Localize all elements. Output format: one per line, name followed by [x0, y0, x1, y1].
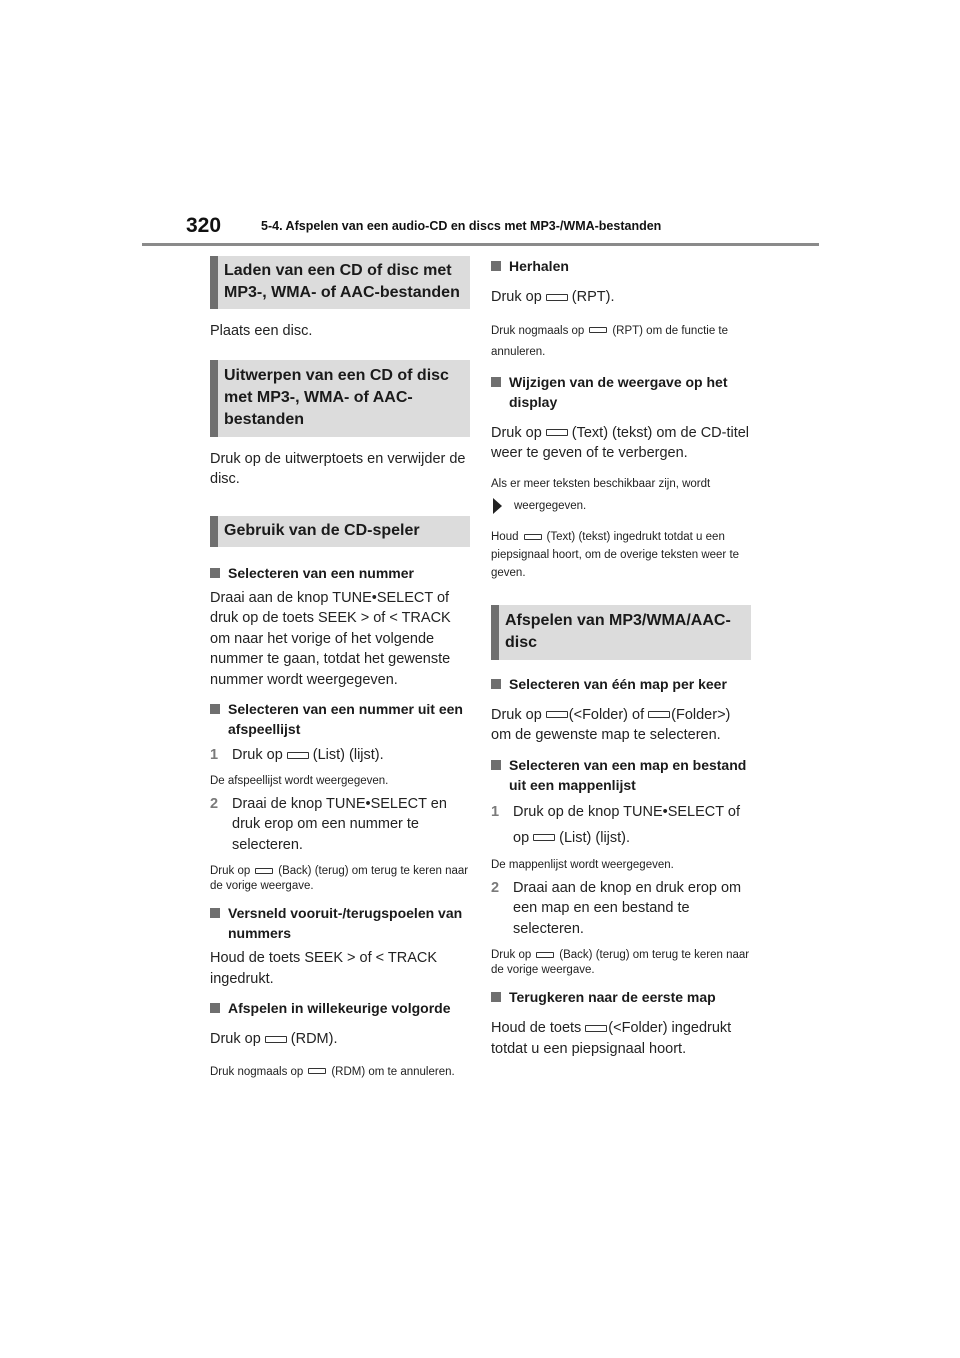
- text-fragment: (Text) (tekst) om de CD-titel weer te geven of te verbergen.: [491, 424, 750, 461]
- page-number: 320: [186, 214, 222, 237]
- note-text: [491, 528, 751, 582]
- text-fragment: Druk op: [491, 424, 542, 441]
- left-column: [210, 256, 470, 1083]
- folder-prev-button-icon: [585, 1025, 607, 1032]
- step-number: 1: [210, 747, 219, 763]
- note-fragment: weergegeven.: [514, 499, 587, 512]
- note-fragment: Druk op: [210, 865, 251, 877]
- note-fragment: (Text) (tekst) ingedrukt totdat u een piepsignaal hoort, om de overige teksten weer te geven.: [491, 530, 740, 579]
- subheading: Selecteren van een nummer: [210, 563, 470, 583]
- text-button-icon: [546, 429, 568, 436]
- step-number: 2: [210, 795, 219, 812]
- text-fragment: (Folder>) om de gewenste map te selecteren.: [491, 706, 731, 744]
- note-fragment: (Back) (terug) om terug te keren naar de vorige weergave.: [210, 865, 469, 892]
- body-text: [491, 423, 751, 464]
- rdm-button-icon: [265, 1036, 287, 1043]
- step-text: (List) (lijst).: [312, 747, 384, 763]
- body-text: [491, 1018, 751, 1059]
- note-fragment: Druk nogmaals op: [210, 1065, 304, 1078]
- list-button-icon: [533, 834, 555, 841]
- header-rule: [142, 243, 819, 246]
- note-text: De mappenlijst wordt weergegeven.: [491, 858, 674, 871]
- body-text: Houd de toets SEEK > of < TRACK ingedrukt.: [210, 950, 438, 987]
- text-fragment: (<Folder) of: [568, 706, 645, 723]
- list-button-icon: [287, 752, 309, 759]
- note-text: [210, 1062, 470, 1083]
- step-item: [210, 794, 470, 856]
- step-text: Druk op: [232, 747, 283, 763]
- text-fragment: Druk op: [491, 706, 542, 723]
- rdm-button-icon: [308, 1068, 326, 1074]
- step-text: (List) (lijst).: [559, 829, 631, 846]
- section-heading-cd-speler: Gebruik van de CD-speler: [210, 516, 470, 547]
- note-text: Als er meer teksten beschikbaar zijn, wordt: [491, 477, 711, 490]
- step-item: [491, 799, 751, 851]
- section-heading-laden: Laden van een CD of disc met MP3-, WMA- of AAC-bestanden: [210, 256, 470, 309]
- section-heading-mp3: Afspelen van MP3/WMA/AAC-disc: [491, 605, 751, 660]
- folder-prev-button-icon: [546, 711, 568, 718]
- text-fragment: (RDM).: [290, 1031, 338, 1047]
- step-item: [210, 745, 470, 766]
- arrow-right-icon: [493, 498, 502, 514]
- step-item: [491, 878, 751, 940]
- step-text: Draai aan de knop en druk erop om een map en een bestand te selecteren.: [513, 879, 742, 937]
- text-fragment: Druk op: [491, 289, 542, 305]
- note-fragment: Houd: [491, 530, 519, 543]
- body-text: Plaats een disc.: [210, 323, 313, 339]
- note-text: [491, 321, 751, 363]
- text-button-icon: [524, 534, 542, 540]
- subheading: Versneld vooruit-/terugspoelen van nummers: [210, 903, 470, 943]
- note-text: De afspeellijst wordt weergegeven.: [210, 774, 389, 787]
- note-text: [491, 498, 751, 515]
- subheading: Selecteren van een nummer uit een afspeellijst: [210, 699, 470, 739]
- note-text: [491, 948, 751, 978]
- right-column: [491, 256, 751, 1059]
- subheading: Selecteren van één map per keer: [491, 674, 751, 694]
- note-fragment: (RDM) om te annuleren.: [331, 1065, 455, 1078]
- body-text: [491, 705, 751, 746]
- subheading: Selecteren van een map en bestand uit een mappenlijst: [491, 755, 751, 795]
- note-fragment: Druk op: [491, 949, 532, 962]
- body-text: Druk op de uitwerptoets en verwijder de disc.: [210, 450, 466, 487]
- body-text: Draai aan de knop TUNE•SELECT of druk op de toets SEEK > of < TRACK om naar het vorige of het volgende nummer te gaan, totdat het gewenste nummer wordt weergegeven.: [210, 589, 451, 688]
- back-button-icon: [255, 868, 273, 874]
- text-fragment: (RPT).: [571, 289, 615, 305]
- step-text: Draai de knop TUNE•SELECT en druk erop om een nummer te selecteren.: [232, 795, 447, 853]
- step-number: 2: [491, 879, 500, 896]
- step-number: 1: [491, 803, 500, 820]
- subheading: Wijzigen van de weergave op het display: [491, 372, 751, 412]
- subheading: Afspelen in willekeurige volgorde: [210, 998, 470, 1018]
- note-text: [210, 864, 470, 894]
- chapter-title: 5-4. Afspelen van een audio-CD en discs met MP3-/WMA-bestanden: [261, 219, 662, 233]
- note-fragment: (Back) (terug) om terug te keren naar de vorige weergave.: [491, 949, 750, 977]
- step-text: Druk op de knop TUNE•SELECT of op: [513, 803, 740, 846]
- rpt-button-icon: [546, 294, 568, 301]
- note-fragment: Druk nogmaals op: [491, 324, 585, 337]
- note-fragment: (RPT) om de functie te annuleren.: [491, 324, 729, 358]
- text-fragment: Druk op: [210, 1031, 261, 1047]
- rpt-button-icon: [589, 327, 607, 333]
- body-text: [491, 287, 751, 308]
- subheading: Terugkeren naar de eerste map: [491, 987, 751, 1007]
- page-header: [0, 0, 960, 250]
- body-text: [210, 1029, 470, 1050]
- folder-next-button-icon: [648, 711, 670, 718]
- text-fragment: (<Folder) ingedrukt totdat u een piepsignaal hoort.: [491, 1020, 732, 1057]
- back-button-icon: [536, 952, 554, 958]
- text-fragment: Houd de toets: [491, 1020, 582, 1037]
- subheading: Herhalen: [491, 256, 751, 276]
- section-heading-uitwerpen: Uitwerpen van een CD of disc met MP3-, WMA- of AAC-bestanden: [210, 360, 470, 437]
